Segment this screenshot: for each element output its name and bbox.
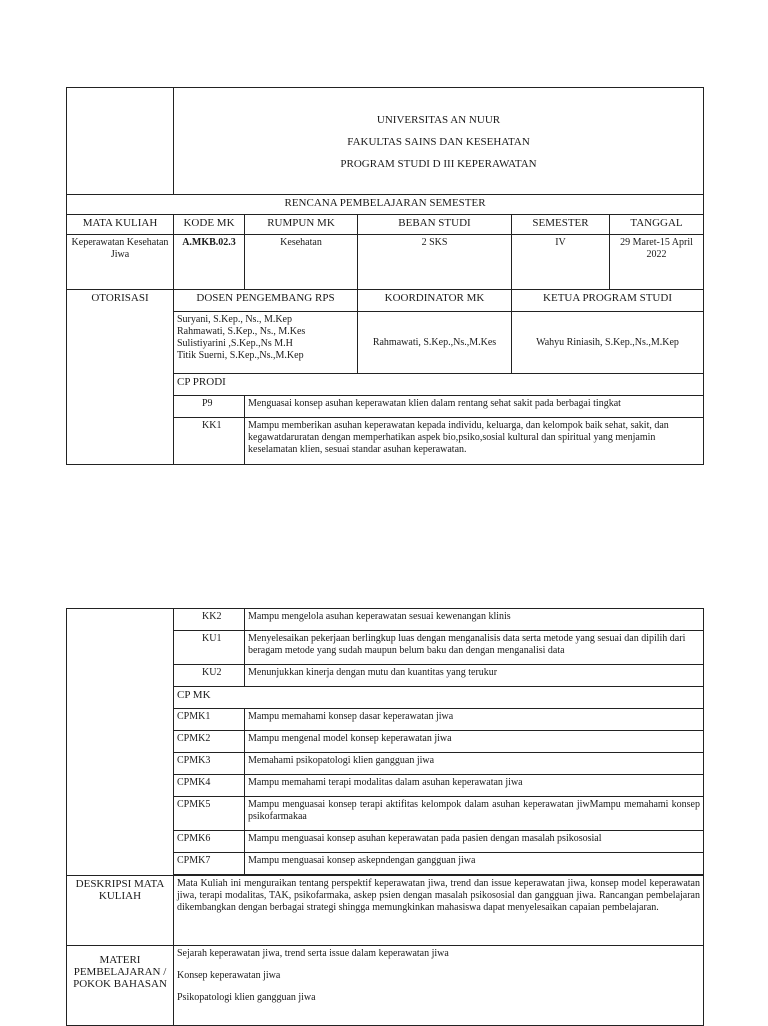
cpmk-code: CPMK5	[174, 797, 245, 831]
ketua-name: Wahyu Riniasih, S.Kep.,Ns.,M.Kep	[512, 312, 704, 374]
deskripsi-label: DESKRIPSI MATA KULIAH	[67, 876, 174, 946]
course-name: Keperawatan Kesehatan Jiwa	[67, 235, 174, 290]
materi-item: Konsep keperawatan jiwa	[177, 970, 281, 981]
cpmk-code: CPMK2	[174, 731, 245, 753]
koordinator-name: Rahmawati, S.Kep.,Ns.,M.Kes	[358, 312, 512, 374]
cp-text: Mampu mengelola asuhan keperawatan sesuai kewenangan klinis	[245, 609, 704, 631]
ketua-label: KETUA PROGRAM STUDI	[512, 290, 704, 312]
dosen-name: Rahmawati, S.Kep., Ns., M.Kes	[177, 326, 306, 337]
dosen-name: Suryani, S.Kep., Ns., M.Kep	[177, 314, 292, 325]
cp-text: Mampu memberikan asuhan keperawatan kepada individu, keluarga, dan kelompok baik sehat, sakit, dan kegawatdaruratan dengan memperhatikan aspek bio,psiko,sosial kultural dan spiritual yang menjamin keselamatan klien, sesuai standar asuhan keperawatan.	[245, 418, 704, 465]
course-semester: IV	[512, 235, 610, 290]
cpmk-text: Mampu menguasai konsep askepndengan gangguan jiwa	[245, 853, 704, 875]
cpmk-code: CPMK6	[174, 831, 245, 853]
rps-header-table	[66, 87, 704, 465]
rps-detail-table	[66, 608, 704, 1026]
cpmk-text: Mampu menguasai konsep asuhan keperawatan pada pasien dengan masalah psikososial	[245, 831, 704, 853]
program-name: PROGRAM STUDI D III KEPERAWATAN	[340, 158, 537, 170]
koordinator-label: KOORDINATOR MK	[358, 290, 512, 312]
cpmk-text: Mampu memahami terapi modalitas dalam asuhan keperawatan jiwa	[245, 775, 704, 797]
col-mata-kuliah: MATA KULIAH	[67, 215, 174, 235]
dosen-name: Titik Suerni, S.Kep.,Ns.,M.Kep	[177, 350, 304, 361]
university-name: UNIVERSITAS AN NUUR	[376, 114, 501, 126]
cpmk-code: CPMK7	[174, 853, 245, 875]
materi-list	[174, 946, 704, 1026]
dosen-list	[174, 312, 358, 374]
cpmk-text: Mampu memahami konsep dasar keperawatan jiwa	[245, 709, 704, 731]
cp-mk-label: CP MK	[174, 687, 704, 709]
course-cluster: Kesehatan	[245, 235, 358, 290]
col-beban-studi: BEBAN STUDI	[358, 215, 512, 235]
cpmk-text: Mampu menguasai konsep terapi aktifitas kelompok dalam asuhan keperawatan jiwMampu memahami konsep psikofarmakaa	[245, 797, 704, 831]
col-rumpun-mk: RUMPUN MK	[245, 215, 358, 235]
logo-cell	[67, 88, 174, 195]
materi-label: MATERI PEMBELAJARAN / POKOK BAHASAN	[67, 946, 174, 1026]
deskripsi-text: Mata Kuliah ini menguraikan tentang perspektif keperawatan jiwa, trend dan issue keperawatan jiwa, konsep model keperawatan jiwa, terapi modalitas, TAK, psikofarmaka, askep psien dengan masalah psikososial dan gangguan jiwa. Rancangan pembelajaran dikembangkan dengan berbagai strategi shingga memungkinkan mahasiswa dapat menyelesaikan capaian pembelajaran.	[174, 876, 704, 946]
cp-code: P9	[174, 396, 245, 418]
cp-code: KU2	[174, 665, 245, 687]
cpmk-code: CPMK3	[174, 753, 245, 775]
cp-text: Menyelesaikan pekerjaan berlingkup luas dengan menganalisis data serta metode yang sesuai dan dipilih dari beragam metode yang sudah maupun belum baku dan dengan menganalisi data	[245, 631, 704, 665]
col-tanggal: TANGGAL	[610, 215, 704, 235]
cp-code: KK1	[174, 418, 245, 465]
cpmk-text: Memahami psikopatologi klien gangguan jiwa	[245, 753, 704, 775]
cp-prodi-label: CP PRODI	[174, 374, 704, 396]
document-title: RENCANA PEMBELAJARAN SEMESTER	[67, 195, 704, 215]
materi-item: Sejarah keperawatan jiwa, trend serta issue dalam keperawatan jiwa	[177, 948, 449, 959]
course-credits: 2 SKS	[358, 235, 512, 290]
course-code: A.MKB.02.3	[174, 235, 245, 290]
col-kode-mk: KODE MK	[174, 215, 245, 235]
cpmk-code: CPMK4	[174, 775, 245, 797]
cp-text: Menguasai konsep asuhan keperawatan klien dalam rentang sehat sakit pada berbagai tingkat	[245, 396, 704, 418]
dosen-label: DOSEN PENGEMBANG RPS	[174, 290, 358, 312]
col-semester: SEMESTER	[512, 215, 610, 235]
course-date: 29 Maret-15 April 2022	[610, 235, 704, 290]
cp-code: KU1	[174, 631, 245, 665]
cp-code: KK2	[174, 609, 245, 631]
institution-header	[174, 88, 704, 195]
cpmk-text: Mampu mengenal model konsep keperawatan jiwa	[245, 731, 704, 753]
cpmk-code: CPMK1	[174, 709, 245, 731]
dosen-name: Sulistiyarini ,S.Kep.,Ns M.H	[177, 338, 293, 349]
cp-text: Menunjukkan kinerja dengan mutu dan kuantitas yang terukur	[245, 665, 704, 687]
materi-item: Psikopatologi klien gangguan jiwa	[177, 992, 316, 1003]
otorisasi-label: OTORISASI	[67, 290, 174, 465]
faculty-name: FAKULTAS SAINS DAN KESEHATAN	[347, 136, 530, 148]
left-blank-cell	[67, 609, 174, 876]
